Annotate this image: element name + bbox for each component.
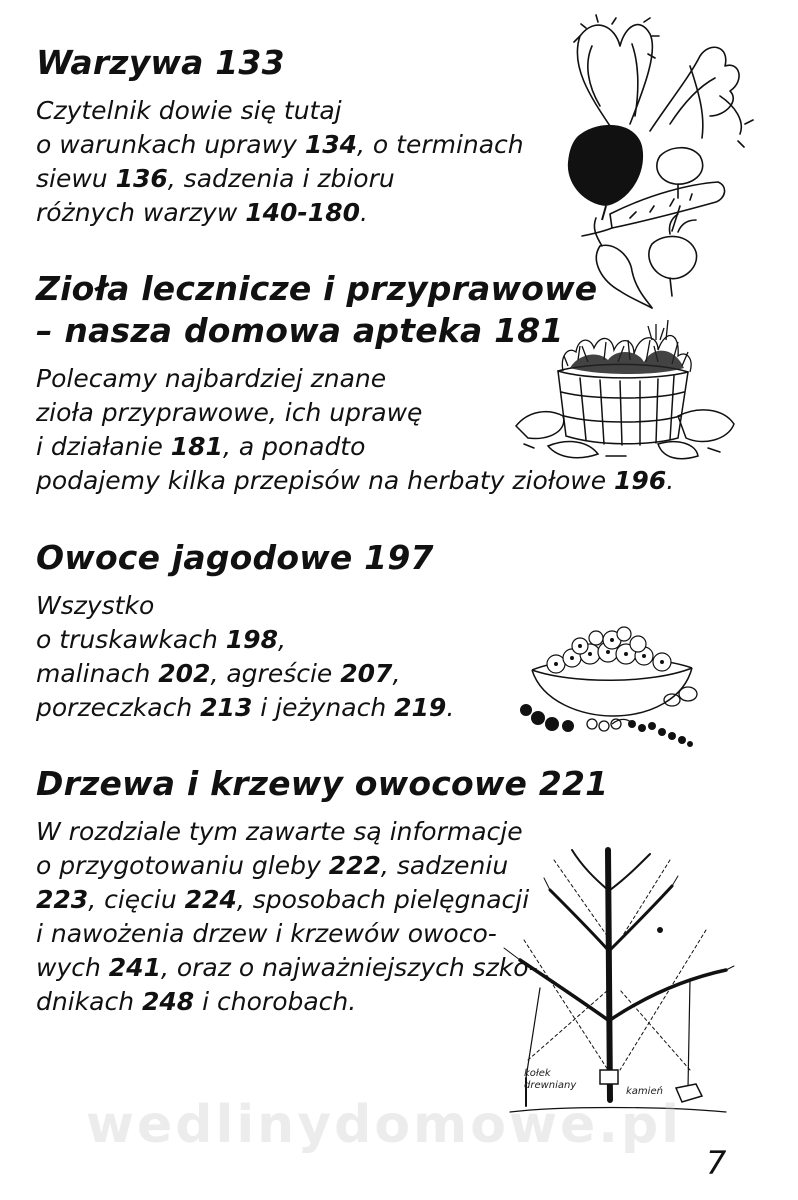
page-reference: 196 [614,466,667,495]
text-segment: , sadzenia i zbioru [167,164,395,193]
page-number: 7 [706,1144,727,1182]
text-segment: Polecamy najbardziej znane [36,364,387,393]
section-body [36,589,454,725]
text-segment: zioła przyprawowe, ich uprawę [36,398,423,427]
text-segment: i nawożenia drzew i krzewów owoco- [36,919,497,948]
section-berries [36,537,454,725]
stone-label: kamień [626,1086,663,1097]
text-segment: , agreście [210,659,341,688]
text-segment: . [359,198,368,227]
text-segment: , o terminach [357,130,524,159]
page-reference: 223 [36,885,89,914]
text-segment: W rozdziale tym zawarte są informacje [36,817,523,846]
page-reference: 207 [340,659,393,688]
page-reference: 224 [184,885,237,914]
stake-label-line: drewniany [524,1080,577,1091]
section-vegetables [36,42,524,230]
page-reference: 241 [108,953,161,982]
section-title: Warzywa 133 [36,43,285,82]
section-body [36,94,524,230]
body-line [36,94,524,128]
text-segment: o przygotowaniu gleby [36,851,329,880]
title-line: Zioła lecznicze i przyprawowe [36,269,598,308]
title-line: – nasza domowa apteka 181 [36,311,564,350]
section-title: Owoce jagodowe 197 [36,538,434,577]
text-segment: Czytelnik dowie się tutaj [36,96,342,125]
body-line [36,623,454,657]
page-reference: 222 [328,851,381,880]
page-reference: 134 [304,130,357,159]
text-segment: , [392,659,401,688]
text-segment: . [446,693,455,722]
text-segment: , sadzeniu [380,851,509,880]
body-line [36,162,524,196]
text-segment: , [277,625,286,654]
text-segment: o warunkach uprawy [36,130,305,159]
text-segment: , oraz o najważniejszych szko- [160,953,538,982]
page-reference: 198 [225,625,278,654]
body-line [36,657,454,691]
page-reference: 213 [200,693,253,722]
body-line [36,589,454,623]
text-segment: wych [36,953,109,982]
text-segment: siewu [36,164,116,193]
text-segment: dnikach [36,987,142,1016]
page-reference: 219 [394,693,447,722]
text-segment: różnych warzyw [36,198,246,227]
vegetables-illustration [540,6,770,314]
text-segment: Wszystko [36,591,155,620]
body-line [36,464,674,498]
page-reference: 181 [170,432,223,461]
page-reference: 140-180 [245,198,360,227]
text-segment: i chorobach. [194,987,357,1016]
text-segment: o truskawkach [36,625,226,654]
text-segment: i działanie [36,432,171,461]
body-line [36,128,524,162]
text-segment: , cięciu [88,885,185,914]
text-segment: porzeczkach [36,693,201,722]
stake-label [524,1068,576,1092]
berry-bowl-illustration [512,624,702,748]
text-segment: malinach [36,659,159,688]
text-segment: . [666,466,675,495]
text-segment: , a ponadto [222,432,366,461]
body-line [36,691,454,725]
herb-tub-illustration [508,316,744,466]
text-segment: , sposobach pielęgnacji [236,885,530,914]
page-reference: 136 [115,164,168,193]
stake-label-line: kołek [524,1068,551,1079]
page-reference: 248 [142,987,195,1016]
watermark: wedlinydomowe.pl [86,1095,683,1155]
text-segment: i jeżynach [252,693,395,722]
body-line [36,196,524,230]
section-title: Drzewa i krzewy owocowe 221 [36,764,609,803]
text-segment: podajemy kilka przepisów na herbaty ziołowe [36,466,615,495]
page-reference: 202 [158,659,211,688]
